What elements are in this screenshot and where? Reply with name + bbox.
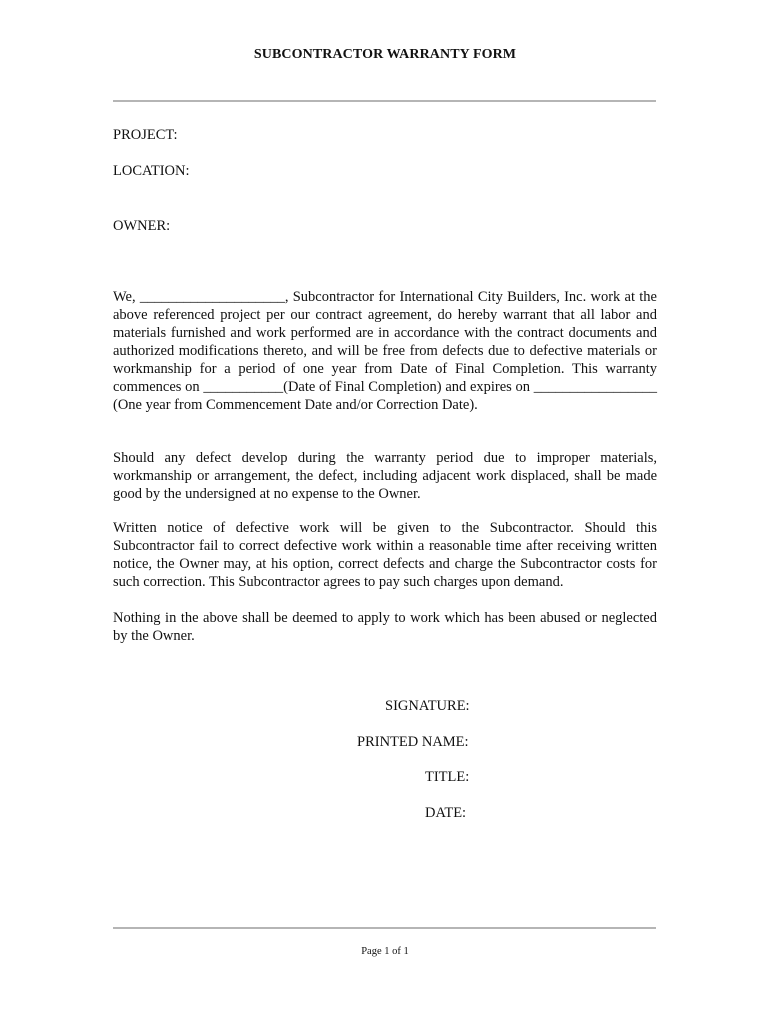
commencement-date-blank: ___________ — [203, 379, 284, 395]
signature-label: SIGNATURE: — [385, 698, 470, 714]
defect-paragraph: Should any defect develop during the warranty period due to improper materials, workmanship or arrangement, the defect, including adjacent work displaced, shall be made good by the undersigned at no expense to the Owner. — [113, 450, 657, 502]
warranty-text-1: , Subcontractor for International City Builders, Inc. work at the above referenced project per our contract agreement, do hereby warrant that all labor and materials furnished and work performed are in accordance with the contract documents and authorized modifications thereto, and will be free from defects due to defective materials or workmanship for a period of one year from Date of Final Completion. This warranty commences on — [113, 289, 657, 395]
project-label: PROJECT: — [113, 127, 178, 143]
exclusion-paragraph: Nothing in the above shall be deemed to apply to work which has been abused or neglected by the Owner. — [113, 610, 657, 644]
warranty-paragraph — [113, 288, 657, 414]
page-number: Page 1 of 1 — [361, 946, 409, 957]
bottom-divider — [113, 927, 656, 929]
printed-name-label: PRINTED NAME: — [357, 734, 469, 750]
expiration-date-blank: _________________ — [533, 379, 657, 395]
location-label: LOCATION: — [113, 163, 190, 179]
document-title: SUBCONTRACTOR WARRANTY FORM — [253, 47, 517, 62]
owner-label: OWNER: — [113, 218, 171, 234]
date-label: DATE: — [425, 805, 467, 821]
we-text: We, — [113, 289, 136, 305]
warranty-text-3: (One year from Commencement Date and/or Correction Date). — [113, 397, 478, 413]
title-label: TITLE: — [425, 769, 470, 785]
warranty-text-2: (Date of Final Completion) and expires on — [283, 379, 534, 395]
subcontractor-name-blank: ____________________ — [139, 289, 285, 305]
top-divider — [113, 100, 656, 102]
notice-paragraph: Written notice of defective work will be given to the Subcontractor. Should this Subcontractor fail to correct defective work within a reasonable time after receiving written notice, the Owner may, at his option, correct defects and charge the Subcontractor costs for such correction. This Subcontractor agrees to pay such charges upon demand. — [113, 520, 657, 590]
